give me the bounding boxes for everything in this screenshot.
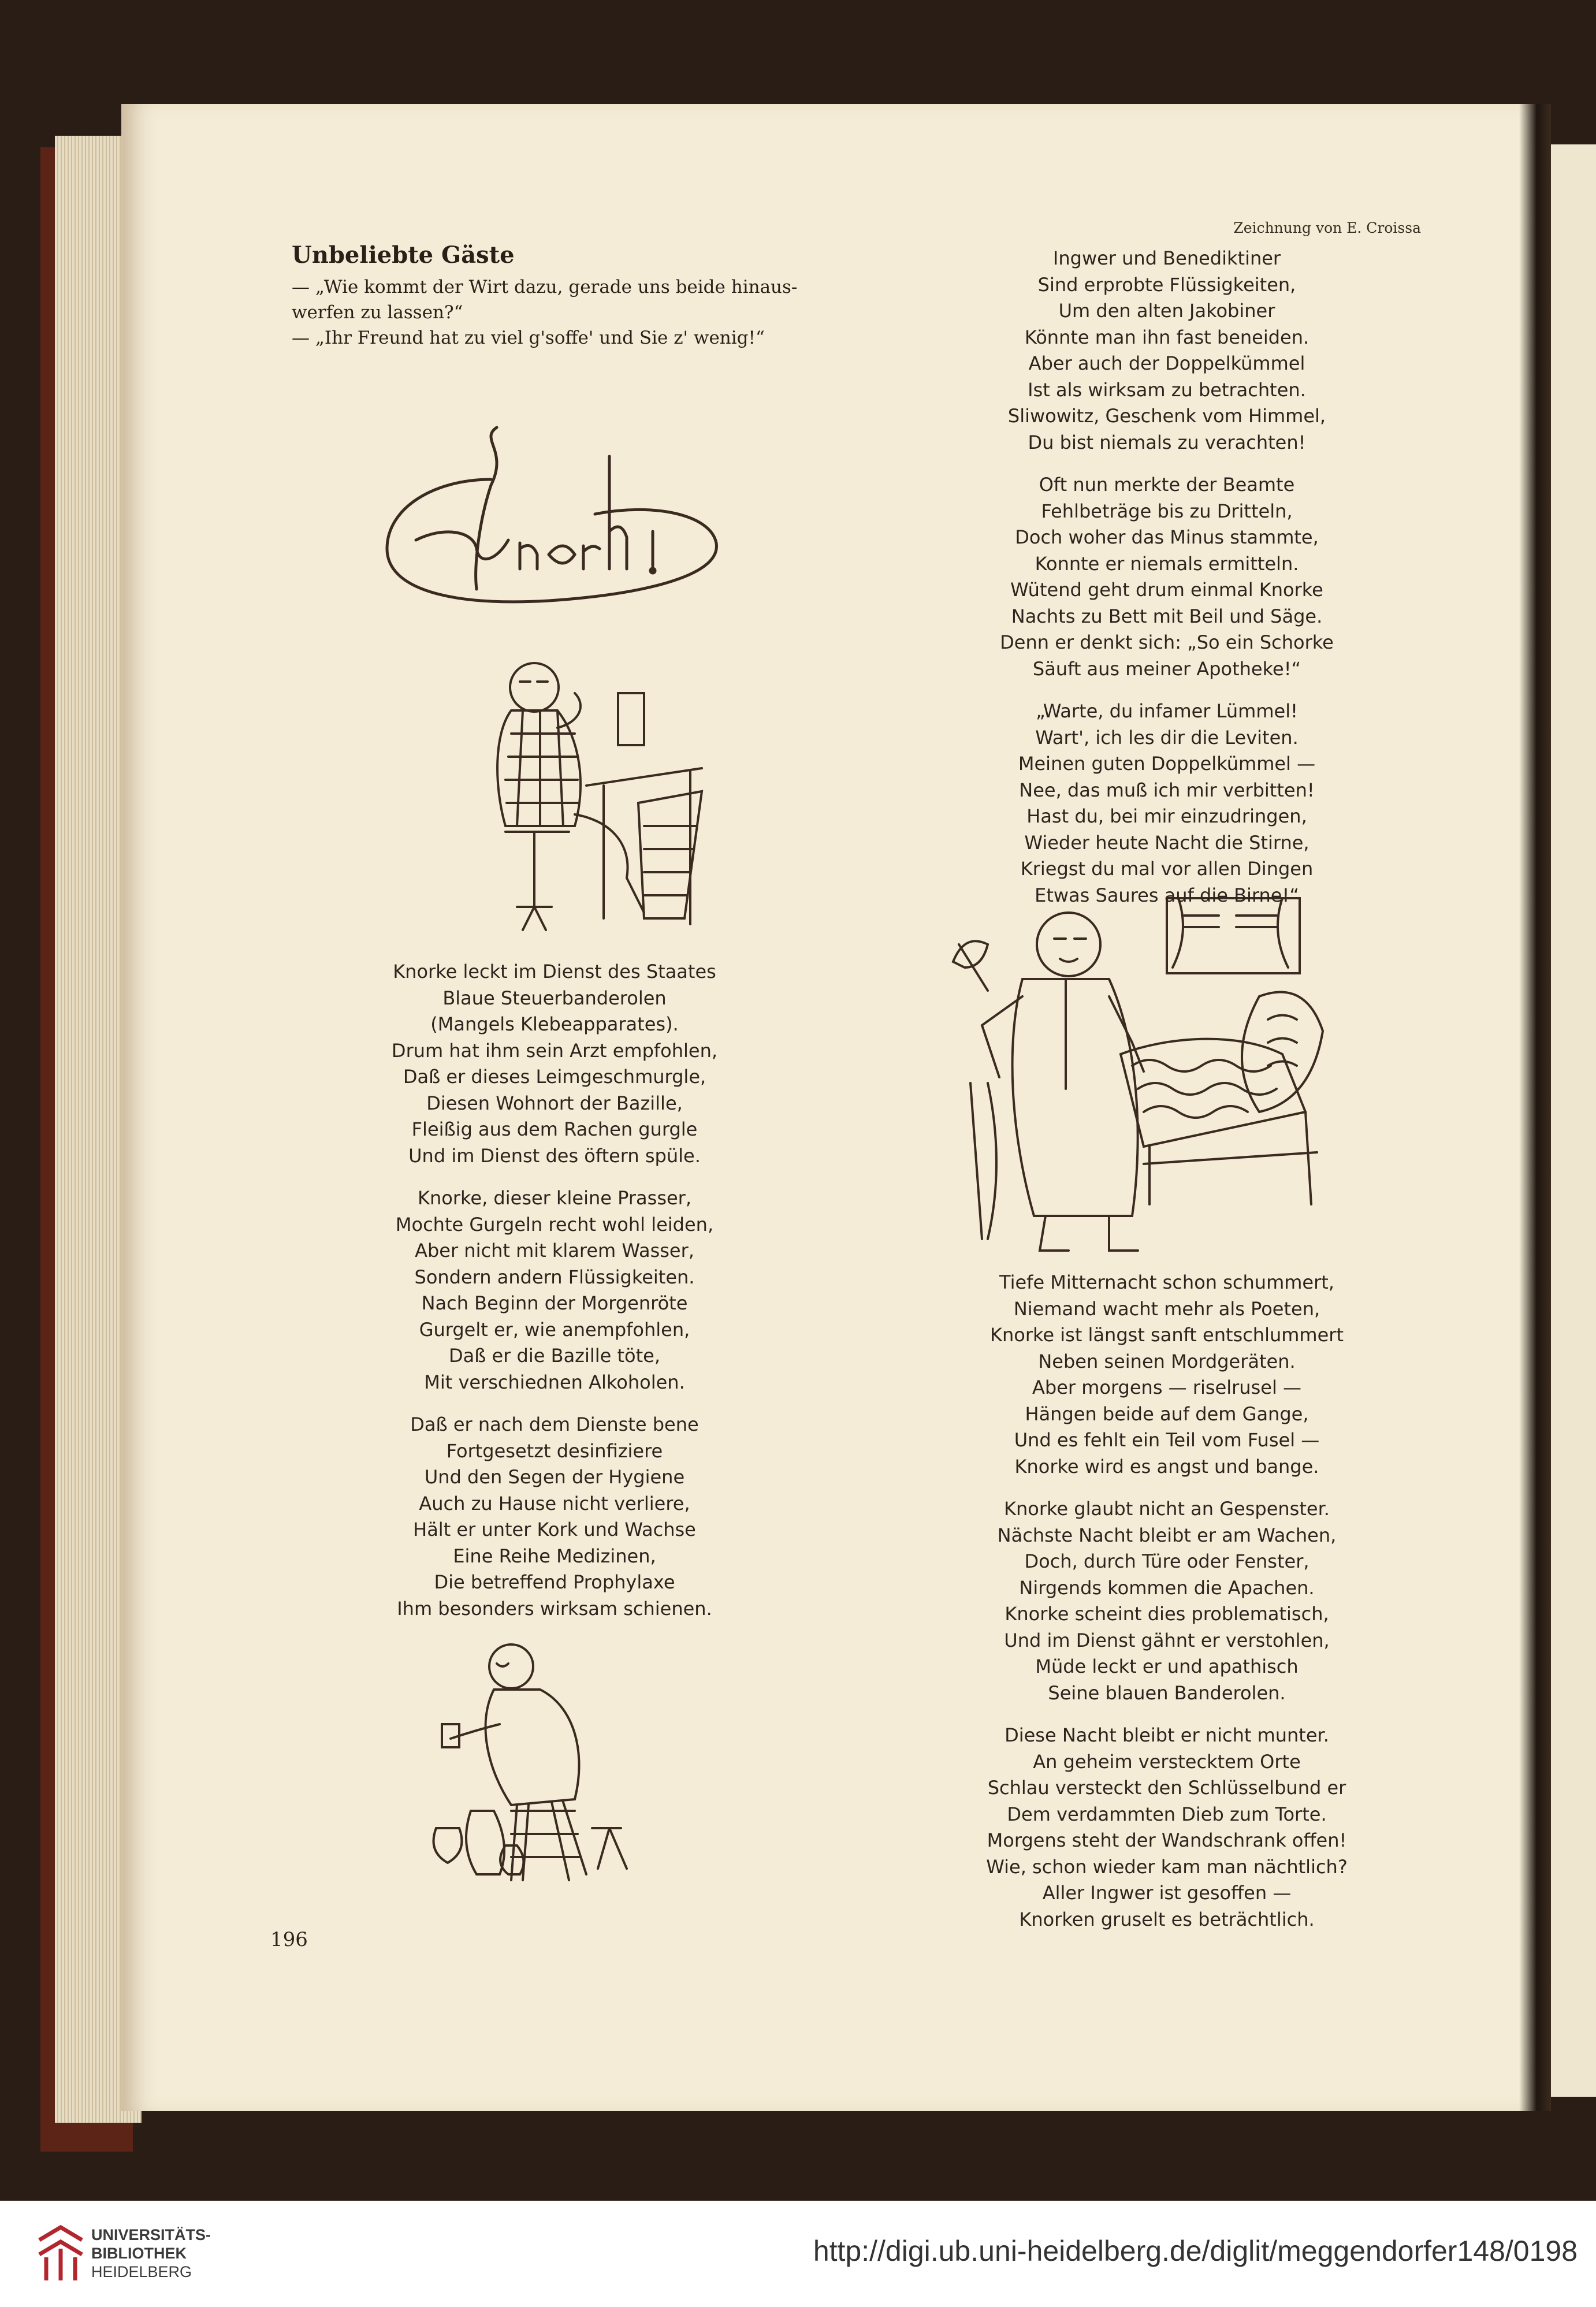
poem-left-column <box>347 959 762 1622</box>
poem-line: Auch zu Hause nicht verliere, <box>419 1492 690 1515</box>
poem-line: Konnte er niemals ermitteln. <box>1035 552 1299 575</box>
cartoon-dialogue <box>292 274 881 351</box>
poem-stanza <box>936 1496 1398 1706</box>
poem-line: Diese Nacht bleibt er nicht munter. <box>1005 1724 1329 1746</box>
poem-line: Sondern andern Flüssigkeiten. <box>414 1266 695 1288</box>
poem-line: Neben seinen Mordgeräten. <box>1038 1350 1296 1372</box>
poem-line: Tiefe Mitternacht schon schummert, <box>999 1271 1334 1293</box>
poem-line: Ist als wirksam zu betrachten. <box>1028 378 1306 401</box>
poem-line: Mit verschiednen Alkoholen. <box>424 1371 685 1393</box>
poem-line: Knorke glaubt nicht an Gespenster. <box>1004 1498 1330 1520</box>
poem-stanza <box>936 698 1398 909</box>
poem-line: Niemand wacht mehr als Poeten, <box>1013 1297 1320 1320</box>
poem-line: Eine Reihe Medizinen, <box>453 1545 656 1567</box>
poem-line: Müde leckt er und apathisch <box>1035 1655 1299 1677</box>
dialogue-line: — „Ihr Freund hat zu viel g'soffe' und Sie z' wenig!“ <box>292 328 765 348</box>
library-name <box>91 2226 211 2281</box>
poem-line: Nach Beginn der Morgenröte <box>421 1292 688 1314</box>
poem-line: Und den Segen der Hygiene <box>424 1466 685 1488</box>
poem-line: (Mangels Klebeapparates). <box>430 1013 679 1035</box>
poem-line: Blaue Steuerbanderolen <box>442 987 667 1009</box>
poem-line: Könnte man ihn fast beneiden. <box>1024 326 1309 348</box>
poem-line: Du bist niemals zu verachten! <box>1028 431 1306 453</box>
poem-line: Denn er denkt sich: „So ein Schorke <box>1000 631 1334 653</box>
book-gutter <box>1519 104 1551 2111</box>
poem-line: Fortgesetzt desinfiziere <box>446 1439 663 1462</box>
poem-line: Doch, durch Türe oder Fenster, <box>1024 1550 1309 1572</box>
poem-line: Aber morgens — riselrusel — <box>1032 1376 1301 1398</box>
poem-line: Doch woher das Minus stammte, <box>1015 526 1319 548</box>
poem-stanza <box>347 1185 762 1396</box>
library-name-line: HEIDELBERG <box>91 2263 192 2280</box>
poem-line: Knorke ist längst sanft entschlummert <box>990 1324 1344 1346</box>
poem-line: Hast du, bei mir einzudringen, <box>1026 805 1307 827</box>
poem-stanza <box>936 1722 1398 1933</box>
poem-line: Schlau versteckt den Schlüsselbund er <box>987 1777 1346 1799</box>
poem-line: Nächste Nacht bleibt er am Wachen, <box>997 1524 1337 1546</box>
cartoon-title: Unbeliebte Gäste <box>292 241 515 269</box>
poem-line: Sind erprobte Flüssigkeiten, <box>1037 273 1296 296</box>
poem-line: Knorke wird es angst und bange. <box>1014 1455 1319 1478</box>
poem-line: Knorke scheint dies problematisch, <box>1005 1603 1329 1625</box>
poem-stanza <box>936 245 1398 456</box>
poem-line: Meinen guten Doppelkümmel — <box>1018 753 1316 775</box>
dialogue-line: werfen zu lassen?“ <box>292 302 463 323</box>
poem-line: An geheim verstecktem Orte <box>1033 1750 1301 1773</box>
man-in-nightshirt-illustration <box>936 892 1334 1262</box>
university-library-logo-icon <box>35 2223 87 2286</box>
dialogue-line: — „Wie kommt der Wirt dazu, gerade uns beide hinaus- <box>292 277 798 297</box>
poem-line: Nee, das muß ich mir verbitten! <box>1019 779 1315 801</box>
poem-line: Mochte Gurgeln recht wohl leiden, <box>395 1213 714 1236</box>
poem-line: Gurgelt er, wie anempfohlen, <box>419 1318 690 1341</box>
poem-line: Hängen beide auf dem Gange, <box>1025 1402 1309 1425</box>
poem-line: Knorken gruselt es beträchtlich. <box>1019 1908 1315 1930</box>
poem-line: Wie, schon wieder kam man nächtlich? <box>986 1855 1348 1878</box>
poem-line: Ingwer und Benediktiner <box>1052 247 1281 269</box>
poem-stanza <box>347 1412 762 1622</box>
poem-right-column-top <box>936 245 1398 909</box>
poem-line: Sliwowitz, Geschenk vom Himmel, <box>1007 405 1326 427</box>
library-name-line: BIBLIOTHEK <box>91 2245 187 2262</box>
poem-line: Fleißig aus dem Rachen gurgle <box>411 1118 698 1140</box>
poem-stanza <box>347 959 762 1169</box>
poem-line: Säuft aus meiner Apotheke!“ <box>1032 657 1301 680</box>
poem-line: Dem verdammten Dieb zum Torte. <box>1007 1803 1327 1825</box>
poem-line: Aber auch der Doppelkümmel <box>1028 352 1305 374</box>
poem-line: Wieder heute Nacht die Stirne, <box>1024 831 1309 854</box>
poem-line: Aber nicht mit klarem Wasser, <box>415 1240 694 1262</box>
poem-line: Knorke leckt im Dienst des Staates <box>393 961 716 983</box>
poem-line: Und es fehlt ein Teil vom Fusel — <box>1014 1429 1320 1451</box>
poem-line: Hält er unter Kork und Wachse <box>413 1519 696 1541</box>
poem-line: Und im Dienst gähnt er verstohlen, <box>1004 1629 1330 1651</box>
illustration-credit: Zeichnung von E. Croissa <box>1233 219 1421 236</box>
poem-line: Oft nun merkte der Beamte <box>1039 474 1295 496</box>
poem-line: Daß er die Bazille töte, <box>448 1345 661 1367</box>
poem-line: Die betreffend Prophylaxe <box>434 1571 675 1593</box>
poem-line: Seine blauen Banderolen. <box>1048 1681 1286 1704</box>
poem-line: Drum hat ihm sein Arzt empfohlen, <box>391 1039 718 1062</box>
poem-line: Knorke, dieser kleine Prasser, <box>418 1187 691 1209</box>
poem-line: Daß er nach dem Dienste bene <box>410 1413 699 1435</box>
page-number: 196 <box>270 1928 308 1951</box>
poem-line: Diesen Wohnort der Bazille, <box>426 1092 683 1114</box>
man-at-table-illustration <box>471 653 708 936</box>
poem-line: Fehlbeträge bis zu Dritteln, <box>1041 500 1293 522</box>
poem-stanza <box>936 1270 1398 1480</box>
knorke-signature-illustration <box>375 416 734 658</box>
poem-line: Kriegst du mal vor allen Dingen <box>1020 858 1314 880</box>
poem-line: Aller Ingwer ist gesoffen — <box>1042 1882 1292 1904</box>
poem-line: Nachts zu Bett mit Beil und Säge. <box>1011 605 1323 627</box>
poem-line: Wart', ich les dir die Leviten. <box>1035 726 1299 749</box>
poem-line: Um den alten Jakobiner <box>1058 300 1275 322</box>
poem-line: Und im Dienst des öftern spüle. <box>408 1144 701 1167</box>
man-with-bottles-illustration <box>425 1638 656 1889</box>
poem-right-column-bottom <box>936 1270 1398 1933</box>
poem-line: „Warte, du infamer Lümmel! <box>1036 700 1298 722</box>
poem-line: Daß er dieses Leimgeschmurgle, <box>403 1066 706 1088</box>
library-name-line: UNIVERSITÄTS- <box>91 2226 211 2243</box>
poem-line: Morgens steht der Wandschrank offen! <box>987 1829 1347 1851</box>
poem-stanza <box>936 472 1398 682</box>
source-url-link[interactable]: http://digi.ub.uni-heidelberg.de/diglit/meggendorfer148/0198 <box>813 2235 1578 2267</box>
poem-line: Ihm besonders wirksam schienen. <box>397 1597 712 1620</box>
poem-line: Nirgends kommen die Apachen. <box>1019 1576 1315 1599</box>
poem-line: Wütend geht drum einmal Knorke <box>1010 579 1323 601</box>
poem-line: Etwas Saures auf die Birne!“ <box>1035 884 1299 906</box>
